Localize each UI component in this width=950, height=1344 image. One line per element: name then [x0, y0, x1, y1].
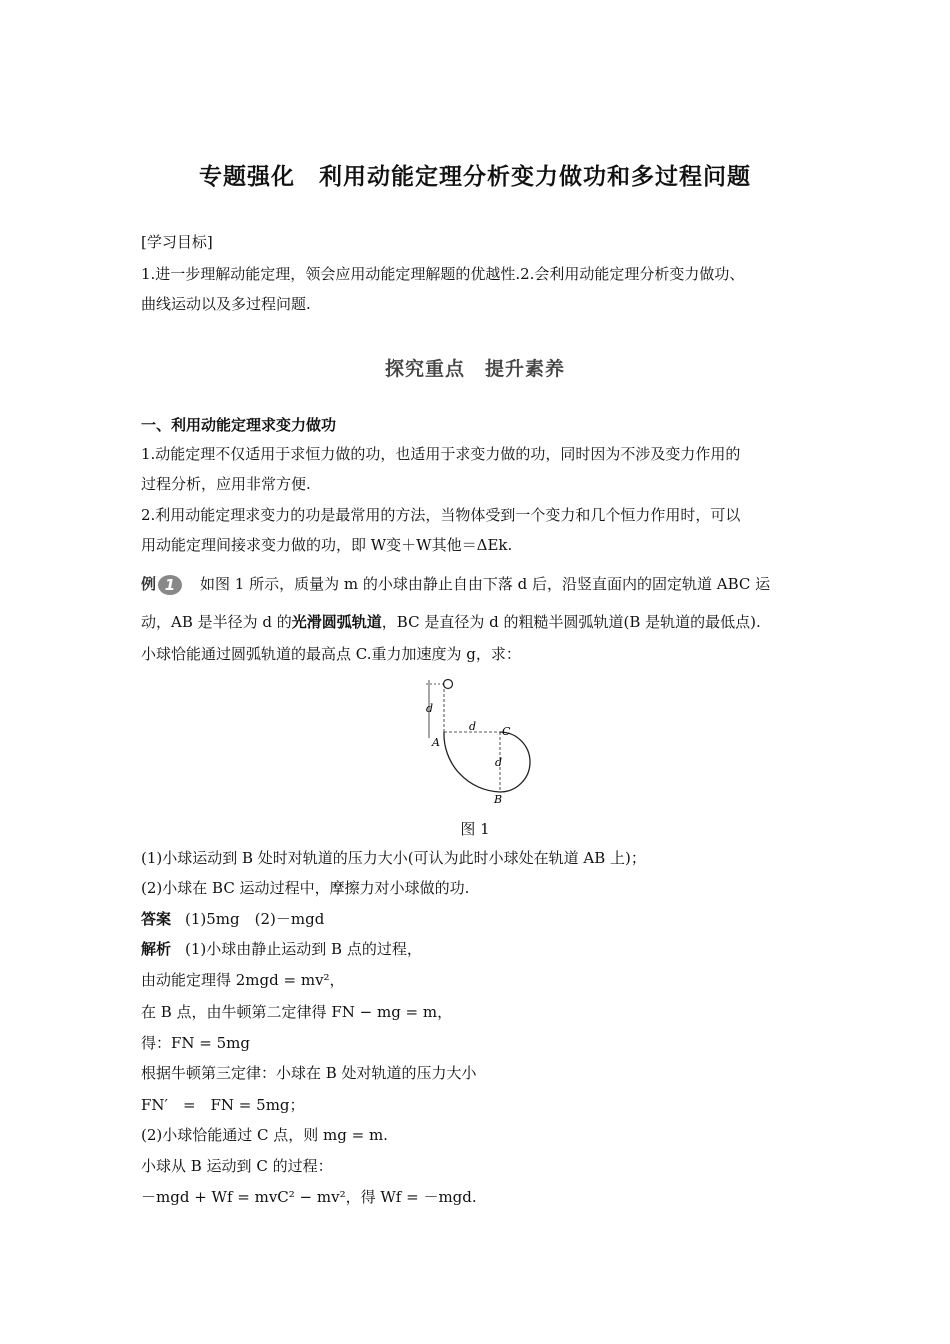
example-text-2a: 动，AB 是半径为 d 的 [141, 613, 292, 631]
analysis-line-9: －mgd + Wf = mvC² − mv²，得 Wf = －mgd. [141, 1188, 477, 1206]
analysis-line-6: FN′ = FN = 5mg； [141, 1096, 305, 1114]
label-c: C [502, 725, 511, 738]
analysis-line-1 [141, 939, 422, 959]
part1-p1-line1: 1.动能定理不仅适用于求恒力做的功，也适用于求变力做的功，同时因为不涉及变力作用的 [141, 445, 741, 463]
analysis-line-5: 根据牛顿第三定律：小球在 B 处对轨道的压力大小 [141, 1064, 477, 1082]
analysis-text-1: (1)小球由静止运动到 B 点的过程， [185, 940, 422, 958]
part1-p2-line1: 2.利用动能定理求变力的功是最常用的方法，当物体受到一个变力和几个恒力作用时，可以 [141, 506, 741, 524]
analysis-line-7: (2)小球恰能通过 C 点，则 mg = m. [141, 1126, 388, 1144]
answer-line [141, 909, 324, 929]
label-a: A [432, 736, 440, 749]
figure-caption: 图 1 [460, 820, 490, 838]
example-number-badge: 1 [158, 575, 182, 595]
example-label: 例 [141, 575, 157, 593]
answer-text: (1)5mg (2)－mgd [185, 910, 325, 928]
page-title: 专题强化 利用动能定理分析变力做功和多过程问题 [199, 164, 751, 190]
objectives-line-1: 1.进一步理解动能定理，领会应用动能定理解题的优越性.2.会利用动能定理分析变力做功、 [141, 265, 745, 283]
example-line-3: 小球恰能通过圆弧轨道的最高点 C.重力加速度为 g，求： [141, 645, 521, 663]
analysis-line-4: 得：FN = 5mg [141, 1034, 251, 1052]
example-line-2 [141, 612, 761, 632]
part1-p2-line2: 用动能定理间接求变力做的功，即 W变＋W其他＝ΔEk. [141, 536, 513, 554]
part1-p1-line2: 过程分析，应用非常方便. [141, 475, 311, 493]
example-emphasis: 光滑圆弧轨道 [291, 613, 382, 631]
objectives-heading: [学习目标] [141, 233, 213, 251]
ball-icon [444, 680, 453, 689]
part1-heading: 一、利用动能定理求变力做功 [141, 416, 337, 434]
track-bc-arc [500, 732, 530, 792]
label-d-right: d [495, 756, 503, 769]
section-title: 探究重点 提升素养 [384, 358, 565, 380]
question-2: (2)小球在 BC 运动过程中，摩擦力对小球做的功. [141, 879, 470, 897]
track-diagram [420, 676, 540, 806]
question-1: (1)小球运动到 B 处时对轨道的压力大小(可认为此时小球处在轨道 AB 上)； [141, 849, 646, 867]
example-line-1 [141, 574, 770, 595]
label-b: B [494, 793, 503, 806]
analysis-line-8: 小球从 B 运动到 C 的过程： [141, 1157, 333, 1175]
example-text-2b: ，BC 是直径为 d 的粗糙半圆弧轨道(B 是轨道的最低点). [381, 613, 761, 631]
objectives-line-2: 曲线运动以及多过程问题. [141, 295, 311, 313]
label-d-mid: d [469, 720, 477, 733]
track-ab-arc [444, 732, 503, 792]
analysis-label: 解析 [141, 940, 172, 958]
analysis-line-3: 在 B 点，由牛顿第二定律得 FN − mg = m， [141, 1003, 453, 1021]
example-text-1: 如图 1 所示，质量为 m 的小球由静止自由下落 d 后，沿竖直面内的固定轨道 ABC 运 [200, 575, 771, 593]
label-d-top: d [426, 702, 434, 715]
answer-label: 答案 [141, 910, 172, 928]
analysis-line-2: 由动能定理得 2mgd = mv²， [141, 971, 345, 989]
